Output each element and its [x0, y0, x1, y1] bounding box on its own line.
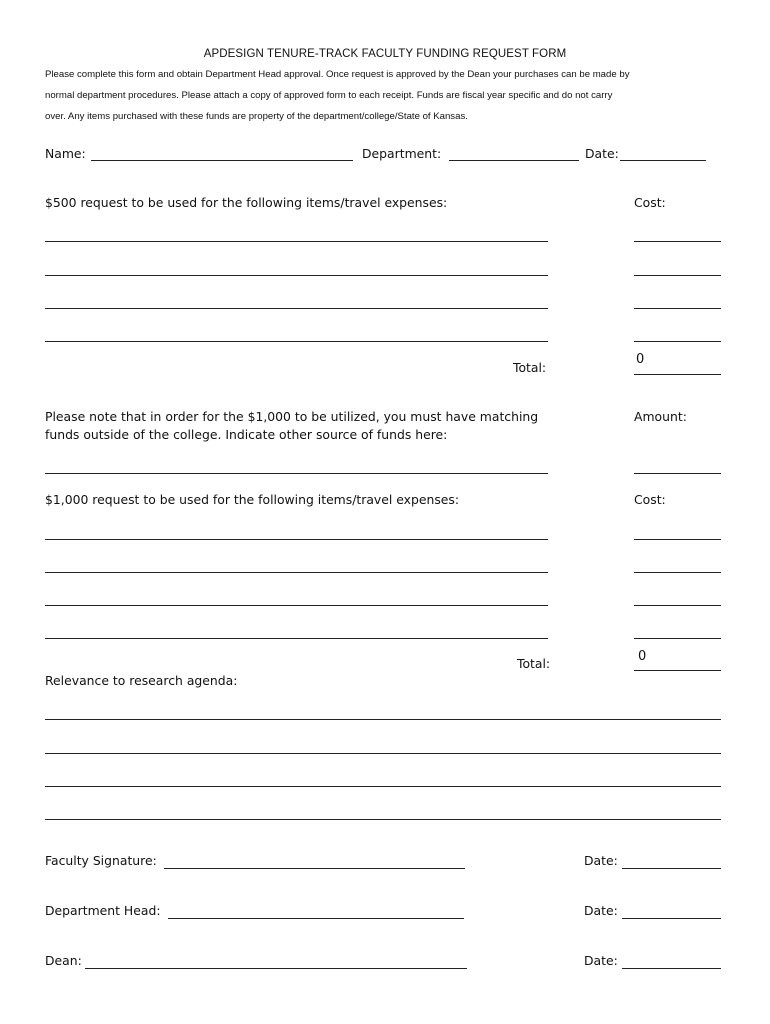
dept-head-date-label: Date: — [584, 903, 618, 918]
relevance-label: Relevance to research agenda: — [45, 673, 238, 688]
request-1000-item-2[interactable] — [45, 572, 548, 573]
dean-signature-field[interactable] — [85, 968, 467, 969]
matching-note-line-2: funds outside of the college. Indicate other source of funds here: — [45, 427, 448, 442]
matching-amount-field[interactable] — [634, 473, 721, 474]
request-1000-cost-label: Cost: — [634, 492, 666, 507]
request-500-item-3[interactable] — [45, 308, 548, 309]
request-500-cost-4[interactable] — [634, 341, 721, 342]
dept-head-date-field[interactable] — [622, 918, 721, 919]
request-500-cost-1[interactable] — [634, 241, 721, 242]
faculty-signature-label: Faculty Signature: — [45, 853, 157, 868]
request-500-item-2[interactable] — [45, 275, 548, 276]
request-1000-item-3[interactable] — [45, 605, 548, 606]
intro-line-2: normal department procedures. Please attach a copy of approved form to each receipt. Funds are fiscal year specific and do not carry — [45, 90, 613, 101]
faculty-signature-field[interactable] — [164, 868, 465, 869]
name-label: Name: — [45, 146, 86, 161]
request-500-cost-2[interactable] — [634, 275, 721, 276]
relevance-line-1[interactable] — [45, 719, 721, 720]
request-1000-cost-1[interactable] — [634, 539, 721, 540]
matching-note-line-1: Please note that in order for the $1,000 to be utilized, you must have matching — [45, 409, 539, 424]
dept-head-signature-field[interactable] — [168, 918, 464, 919]
request-500-item-1[interactable] — [45, 241, 548, 242]
matching-amount-label: Amount: — [634, 409, 687, 424]
request-500-total-field[interactable] — [634, 374, 721, 375]
request-1000-total-field[interactable] — [634, 670, 721, 671]
dean-date-label: Date: — [584, 953, 618, 968]
form-title: APDESIGN TENURE-TRACK FACULTY FUNDING REQUEST FORM — [203, 48, 567, 60]
relevance-line-2[interactable] — [45, 753, 721, 754]
date-field[interactable] — [620, 160, 706, 161]
dean-date-field[interactable] — [622, 968, 721, 969]
request-1000-item-1[interactable] — [45, 539, 548, 540]
department-label: Department: — [362, 146, 442, 161]
dean-signature-label: Dean: — [45, 953, 82, 968]
request-1000-cost-4[interactable] — [634, 638, 721, 639]
request-500-cost-3[interactable] — [634, 308, 721, 309]
department-field[interactable] — [449, 160, 579, 161]
name-field[interactable] — [91, 160, 353, 161]
faculty-date-label: Date: — [584, 853, 618, 868]
request-500-item-4[interactable] — [45, 341, 548, 342]
intro-line-3: over. Any items purchased with these funds are property of the department/college/State of Kansas. — [45, 111, 468, 122]
date-label: Date: — [585, 146, 619, 161]
request-500-total-label: Total: — [513, 360, 547, 375]
request-1000-total-value: 0 — [638, 649, 647, 664]
matching-source-field[interactable] — [45, 473, 548, 474]
request-500-cost-label: Cost: — [634, 195, 666, 210]
request-1000-item-4[interactable] — [45, 638, 548, 639]
relevance-line-3[interactable] — [45, 786, 721, 787]
request-1000-cost-3[interactable] — [634, 605, 721, 606]
relevance-line-4[interactable] — [45, 819, 721, 820]
intro-line-1: Please complete this form and obtain Department Head approval. Once request is approved by the Dean your purchases can be made by — [45, 69, 630, 80]
request-1000-label: $1,000 request to be used for the following items/travel expenses: — [45, 492, 460, 507]
request-500-label: $500 request to be used for the following items/travel expenses: — [45, 195, 448, 210]
request-1000-cost-2[interactable] — [634, 572, 721, 573]
faculty-date-field[interactable] — [622, 868, 721, 869]
request-1000-total-label: Total: — [517, 656, 551, 671]
dept-head-signature-label: Department Head: — [45, 903, 161, 918]
request-500-total-value: 0 — [636, 352, 645, 367]
